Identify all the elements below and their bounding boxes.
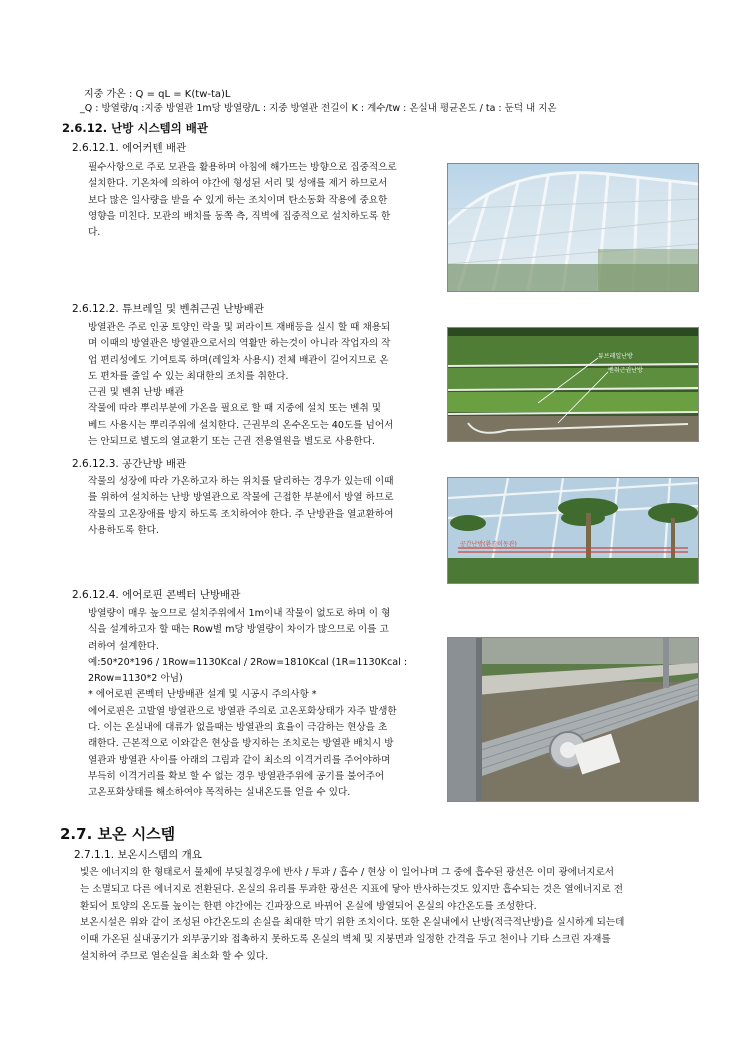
bench-root-label: 벤취근권난방 — [608, 367, 643, 374]
bench-heating-illustration — [448, 328, 698, 441]
text-line: 작물의 성장에 따라 가온하고자 하는 위치를 달리하는 경우가 있는데 이때 — [88, 476, 394, 487]
section-heading-2-6-12: 2.6.12. 난방 시스템의 배관 — [62, 121, 208, 135]
subsection-heading-2-6-12-1: 2.6.12.1. 에어커텐 배관 — [72, 142, 187, 154]
text-line: 려하여 설계한다. — [88, 640, 159, 652]
text-line: 보온시설은 위와 같이 조성된 야간온도의 손실을 최대한 막기 위한 조치이다. 또한 온실내에서 난방(적극적난방)을 실시하게 되는데 — [80, 917, 625, 929]
paragraph-insulation-overview — [80, 865, 698, 966]
paragraph-air-curtain — [88, 160, 436, 241]
bench-heating-photo — [447, 327, 699, 442]
text-line: 열관과 방열관 사이를 아래의 그림과 같이 최소의 이격거리를 주어야하며 — [88, 754, 391, 766]
text-line: 래한다. 근본적으로 이와같은 현상을 방지하는 조치로는 방열관 배치시 방 — [88, 738, 394, 750]
text-line: 베드 사용시는 뿌리주위에 설치한다. 근권부의 온수온도는 40도를 넘어서 — [88, 419, 394, 431]
text-line: 며 이때의 방열관은 방열관으로서의 역활만 하는것이 아니라 작업자의 작 — [88, 338, 391, 350]
text-line: 예:50*20*196 / 1Row=1130Kcal / 2Row=1810Kcal (1R=1130Kcal : — [88, 656, 408, 668]
text-line: 다. 이는 온실내에 대류가 없을때는 방열관의 효율이 극감하는 현상을 초 — [88, 722, 388, 734]
text-line: 설치하여 주므로 열손실을 최소화 할 수 있다. — [80, 950, 269, 962]
subsection-heading-2-7-1-1: 2.7.1.1. 보온시스템의 개요 — [74, 849, 202, 861]
subsection-heading-2-6-12-4: 2.6.12.4. 에어로핀 콘벡터 난방배관 — [72, 589, 241, 601]
tube-rail-label: 튜브레일난방 — [598, 353, 633, 360]
paragraph-aerofin — [88, 606, 436, 802]
text-line: 에어로핀은 고발열 방열관으로 방열관 주의로 고온포화상태가 자주 발생한 — [88, 705, 397, 717]
space-heating-illustration — [448, 478, 698, 583]
text-line: 이때 가온된 실내공기가 외부공기와 접촉하지 못하도록 온실의 벽체 및 지붕면과 일정한 간격을 두고 천이나 기타 스크린 자재를 — [80, 934, 611, 946]
text-line: 고온포화상태를 해소하여야 목적하는 실내온도를 얻을 수 있다. — [88, 787, 351, 799]
text-line: 는 안되므로 별도의 열교환기 또는 근권 전용열원을 별도로 사용한다. — [88, 436, 375, 448]
text-line: 다. — [88, 227, 101, 239]
text-line: 영향을 미친다. 모관의 배치를 동쪽 측, 직벽에 집중적으로 설치하도록 한 — [88, 210, 391, 222]
aerofin-pipe-photo — [447, 637, 699, 802]
text-line: * 에어로핀 콘벡터 난방배관 설계 및 시공시 주의사항 * — [88, 689, 317, 701]
text-line: 사용하도록 한다. — [88, 524, 159, 536]
text-line: 를 위하여 설치하는 난방 방열관으로 작물에 근접한 부분에서 방열 하므로 — [88, 492, 394, 504]
space-heating-photo — [447, 477, 699, 584]
text-line: 설치한다. 기온차에 의하여 야간에 형성된 서리 및 성애를 제거 하므로서 — [88, 178, 388, 190]
text-line: 근권 및 벤취 난방 배관 — [88, 387, 184, 399]
text-line: 작물의 고온장애를 방지 하도록 조치하여야 한다. 주 난방관을 열교환하여 — [88, 508, 394, 520]
formula-line-2: _Q : 방열량/q :지중 방열관 1m당 방열량/L : 지중 방열관 전길이 K : 계수/tw : 온실내 평균온도 / ta : 둔덕 내 지온 — [80, 103, 557, 114]
text-line: 방열량이 매우 높으므로 설치주위에서 1m이내 작물이 없도로 하며 이 형 — [88, 608, 391, 619]
aerofin-pipe-illustration — [448, 638, 698, 801]
section-heading-2-7: 2.7. 보온 시스템 — [60, 825, 176, 843]
text-line: 보다 많은 일사량을 받을 수 있게 하는 조치이며 탄소동화 작용에 중요한 — [88, 194, 388, 206]
paragraph-tube-rail — [88, 320, 436, 450]
text-line: 는 소멸되고 다른 에너지로 전환된다. 온실의 유리를 투과한 광선은 지표에 닿아 반사하는것도 있지만 흡수되는 것은 열에너지로 전 — [80, 883, 624, 895]
text-line: 방열관은 주로 인공 토양인 락울 및 퍼라이트 재배등을 실시 할 때 채용되 — [88, 322, 391, 333]
subsection-heading-2-6-12-3: 2.6.12.3. 공간난방 배관 — [72, 458, 187, 470]
greenhouse-roof-photo — [447, 163, 699, 292]
text-line: 환되어 토양의 온도를 높이는 한편 야간에는 긴파장으로 바뀌어 온실에 방열되어 온실의 야간온도를 조성한다. — [80, 900, 537, 912]
text-line: 필수사항으로 주로 모관을 활용하며 아침에 해가뜨는 방향으로 집중적으로 — [88, 162, 397, 173]
text-line: 빛은 에너지의 한 형태로서 물체에 부딪칠경우에 반사 / 투과 / 흡수 / 현상 이 일어나며 그 중에 흡수된 광선은 이미 광에너지로서 — [80, 867, 615, 878]
greenhouse-roof-illustration — [448, 164, 698, 291]
text-line: 2Row=1130*2 아님) — [88, 673, 183, 685]
subsection-heading-2-6-12-2: 2.6.12.2. 튜브레일 및 벤취근권 난방배관 — [72, 303, 264, 315]
text-line: 업 편리성에도 기여토록 하며(레일차 사용시) 전체 배관이 길어지므로 온 — [88, 354, 389, 366]
text-line: 식을 설계하고자 할 때는 Row별 m당 방열량이 차이가 많으므로 이를 고 — [88, 624, 389, 636]
text-line: 부득히 이격거리를 확보 할 수 없는 경우 방열관주위에 공기를 불어주어 — [88, 770, 385, 782]
paragraph-space-heating — [88, 474, 436, 539]
formula-line-1: 지중 가온 : Q = qL = K(tw-ta)L — [84, 89, 231, 100]
text-line: 도 편차를 줄일 수 있는 최대한의 조치를 취한다. — [88, 370, 289, 382]
text-line: 작물에 따라 뿌리부분에 가온을 필요로 할 때 지중에 설치 또는 벤취 및 — [88, 403, 382, 415]
space-heating-label: 공간난방(환경이동관) — [460, 541, 517, 548]
